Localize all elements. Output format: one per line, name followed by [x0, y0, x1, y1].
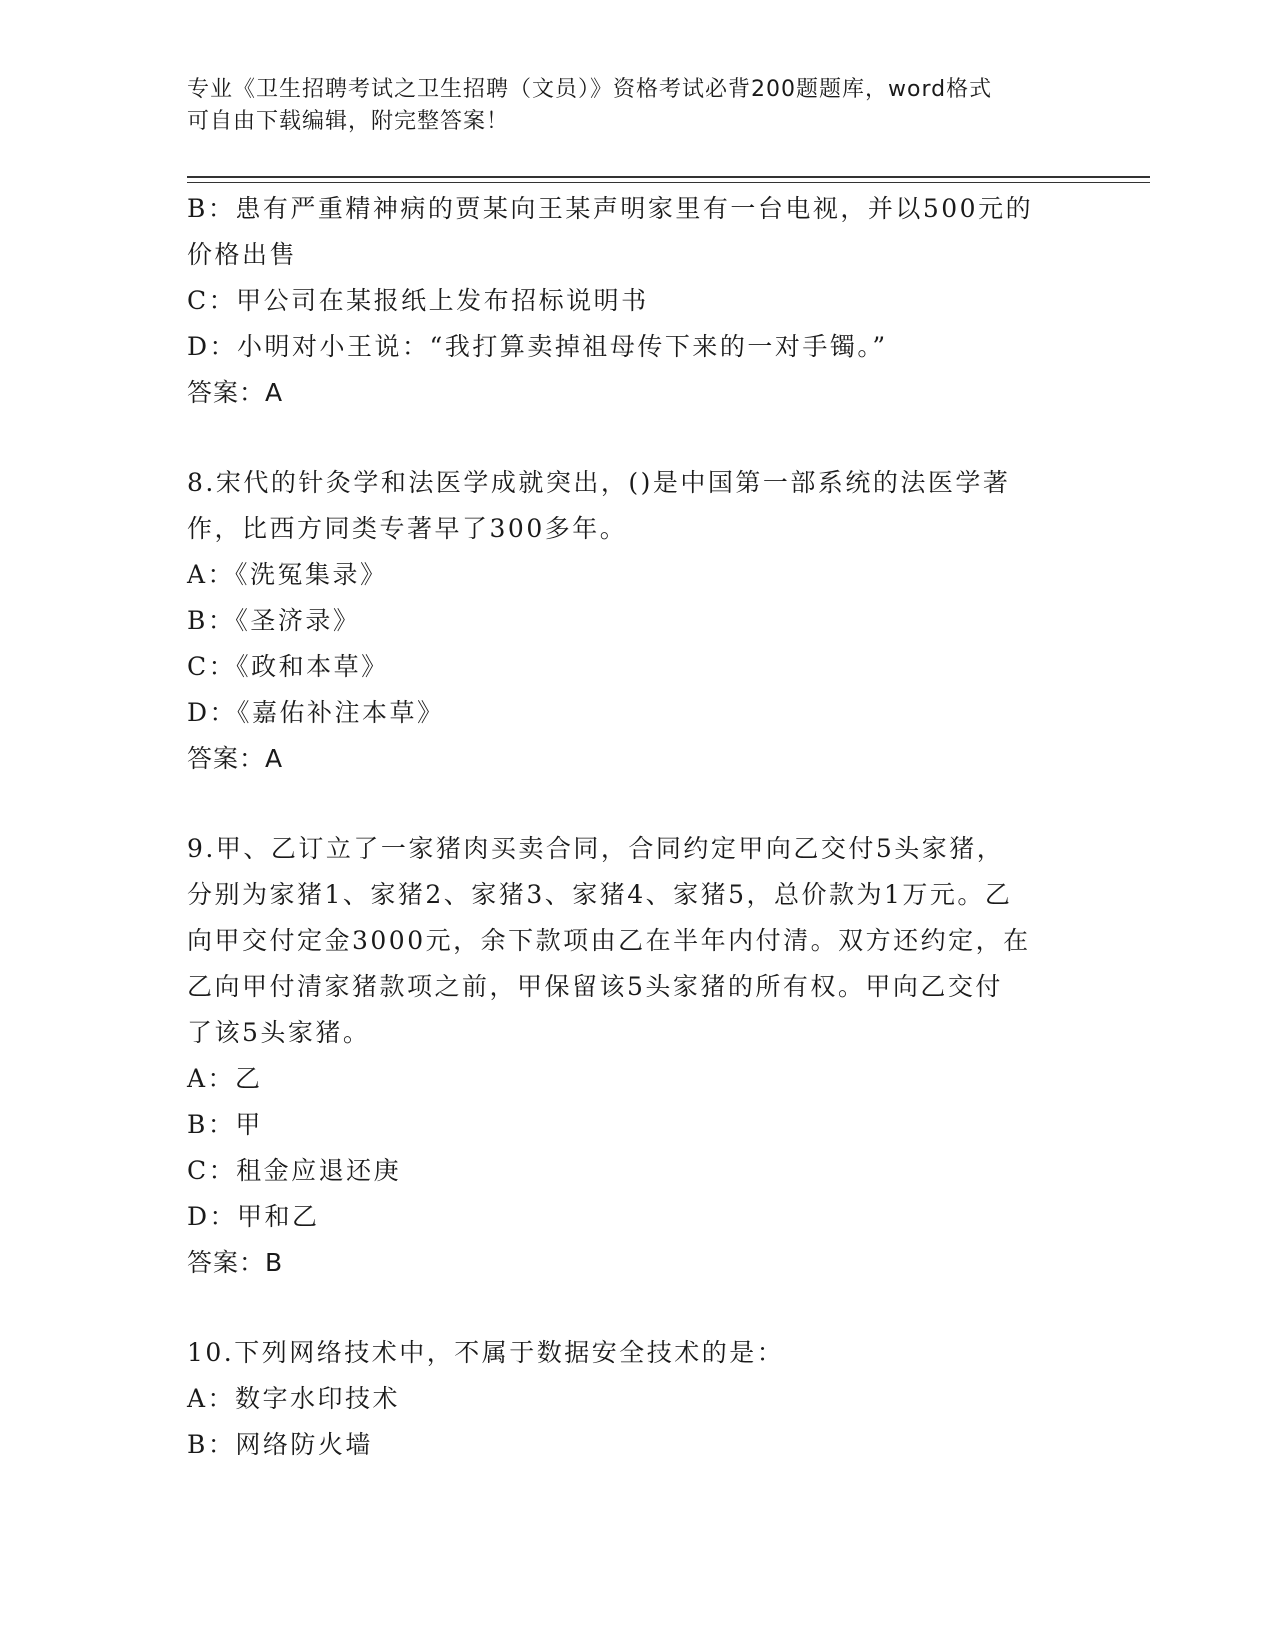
- spacer: [187, 416, 1087, 460]
- q7-option-b-line-1: B：患有严重精神病的贾某向王某声明家里有一台电视，并以500元的: [187, 194, 1034, 223]
- q9-answer: 答案：B: [187, 1248, 284, 1277]
- q10-option-a: A：数字水印技术: [187, 1384, 401, 1413]
- q8-option-d: D：《嘉佑补注本草》: [187, 698, 445, 727]
- q10-stem-line-1: 10.下列网络技术中，不属于数据安全技术的是：: [187, 1338, 785, 1367]
- q9-stem-line-4: 乙向甲付清家猪款项之前，甲保留该5头家猪的所有权。甲向乙交付: [187, 972, 1003, 1001]
- header-title-line-1: 专业《卫生招聘考试之卫生招聘（文员）》资格考试必背200题题库，word格式: [187, 77, 993, 102]
- question-list: [187, 186, 1087, 1468]
- spacer: [187, 782, 1087, 826]
- q8-stem-line-2: 作，比西方同类专著早了300多年。: [187, 514, 628, 543]
- q9-stem-line-2: 分别为家猪1、家猪2、家猪3、家猪4、家猪5，总价款为1万元。乙: [187, 880, 1013, 909]
- q7-answer: 答案：A: [187, 378, 284, 407]
- q8-stem-line-1: 8.宋代的针灸学和法医学成就突出，()是中国第一部系统的法医学著: [187, 468, 1011, 497]
- q9-option-d: D：甲和乙: [187, 1202, 320, 1231]
- q8-answer: 答案：A: [187, 744, 284, 773]
- question-10: [187, 1330, 1087, 1468]
- q9-option-b: B：甲: [187, 1110, 263, 1139]
- document-header: [187, 74, 1067, 138]
- q9-stem-line-1: 9.甲、乙订立了一家猪肉买卖合同，合同约定甲向乙交付5头家猪，: [187, 834, 1005, 863]
- q9-stem-line-5: 了该5头家猪。: [187, 1018, 371, 1047]
- header-title-line-2: 可自由下载编辑，附完整答案！: [187, 109, 510, 134]
- q10-option-b: B：网络防火墙: [187, 1430, 373, 1459]
- q9-option-c: C：租金应退还庚: [187, 1156, 402, 1185]
- spacer: [187, 1286, 1087, 1330]
- question-7: [187, 186, 1087, 416]
- question-9: [187, 826, 1087, 1286]
- header-divider-thick: [187, 176, 1150, 178]
- q8-option-a: A：《洗冤集录》: [187, 560, 388, 589]
- q7-option-c: C：甲公司在某报纸上发布招标说明书: [187, 286, 649, 315]
- q9-stem-line-3: 向甲交付定金3000元，余下款项由乙在半年内付清。双方还约定，在: [187, 926, 1031, 955]
- q7-option-b-line-2: 价格出售: [187, 240, 298, 269]
- q9-option-a: A：乙: [187, 1064, 263, 1093]
- q8-option-b: B：《圣济录》: [187, 606, 361, 635]
- header-divider-thin: [187, 182, 1150, 183]
- q8-option-c: C：《政和本草》: [187, 652, 389, 681]
- q7-option-d: D：小明对小王说：“我打算卖掉祖母传下来的一对手镯。”: [187, 332, 888, 361]
- question-8: [187, 460, 1087, 782]
